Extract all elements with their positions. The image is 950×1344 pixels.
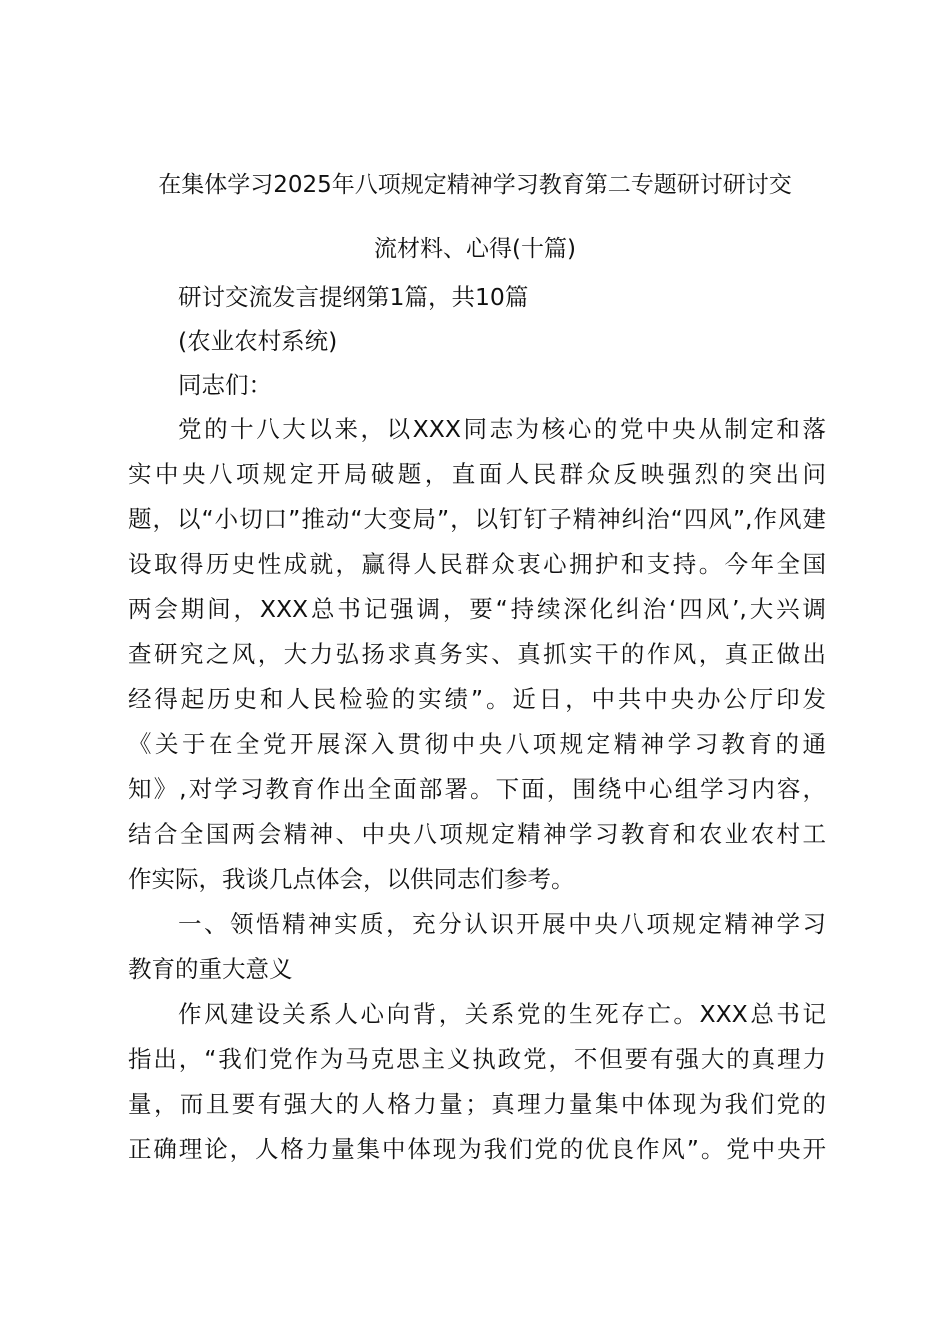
- body-line: 量，而且要有强大的人格力量；真理力量集中体现为我们党的: [128, 1090, 826, 1118]
- body-line: 两会期间，XXX总书记强调，要“持续深化纠治‘四风’,大兴调: [128, 595, 826, 623]
- body-line: 指出，“我们党作为马克思主义执政党，不但要有强大的真理力: [128, 1045, 826, 1073]
- body-line: 实中央八项规定开局破题，直面人民群众反映强烈的突出问: [128, 460, 826, 488]
- body-line: 《关于在全党开展深入贯彻中央八项规定精神学习教育的通: [128, 730, 826, 758]
- body-line: 经得起历史和人民检验的实绩”。近日，中共中央办公厅印发: [128, 685, 826, 713]
- salutation: 同志们：: [178, 371, 272, 399]
- section-heading: 一、领悟精神实质，充分认识开展中央八项规定精神学习: [178, 910, 826, 938]
- article-subtitle: 研讨交流发言提纲第1篇，共10篇: [178, 283, 529, 311]
- body-line: 知》,对学习教育作出全面部署。下面，围绕中心组学习内容，: [128, 775, 826, 803]
- body-line: 党的十八大以来，以XXX同志为核心的党中央从制定和落: [178, 415, 826, 443]
- document-title-line-1: 在集体学习2025年八项规定精神学习教育第二专题研讨研讨交: [158, 172, 792, 198]
- body-line: 结合全国两会精神、中央八项规定精神学习教育和农业农村工: [128, 820, 826, 848]
- article-sector: (农业农村系统): [178, 327, 338, 355]
- section-heading: 教育的重大意义: [128, 955, 293, 983]
- body-line: 正确理论，人格力量集中体现为我们党的优良作风”。党中央开: [128, 1135, 826, 1163]
- body-line: 查研究之风，大力弘扬求真务实、真抓实干的作风，真正做出: [128, 640, 826, 668]
- body-line: 题，以“小切口”推动“大变局”，以钉钉子精神纠治“四风”,作风建: [128, 505, 826, 533]
- document-title-line-2: 流材料、心得(十篇): [374, 236, 576, 262]
- body-line: 作实际，我谈几点体会，以供同志们参考。: [128, 865, 575, 893]
- body-line: 作风建设关系人心向背，关系党的生死存亡。XXX总书记: [178, 1000, 826, 1028]
- body-line: 设取得历史性成就，赢得人民群众衷心拥护和支持。今年全国: [128, 550, 826, 578]
